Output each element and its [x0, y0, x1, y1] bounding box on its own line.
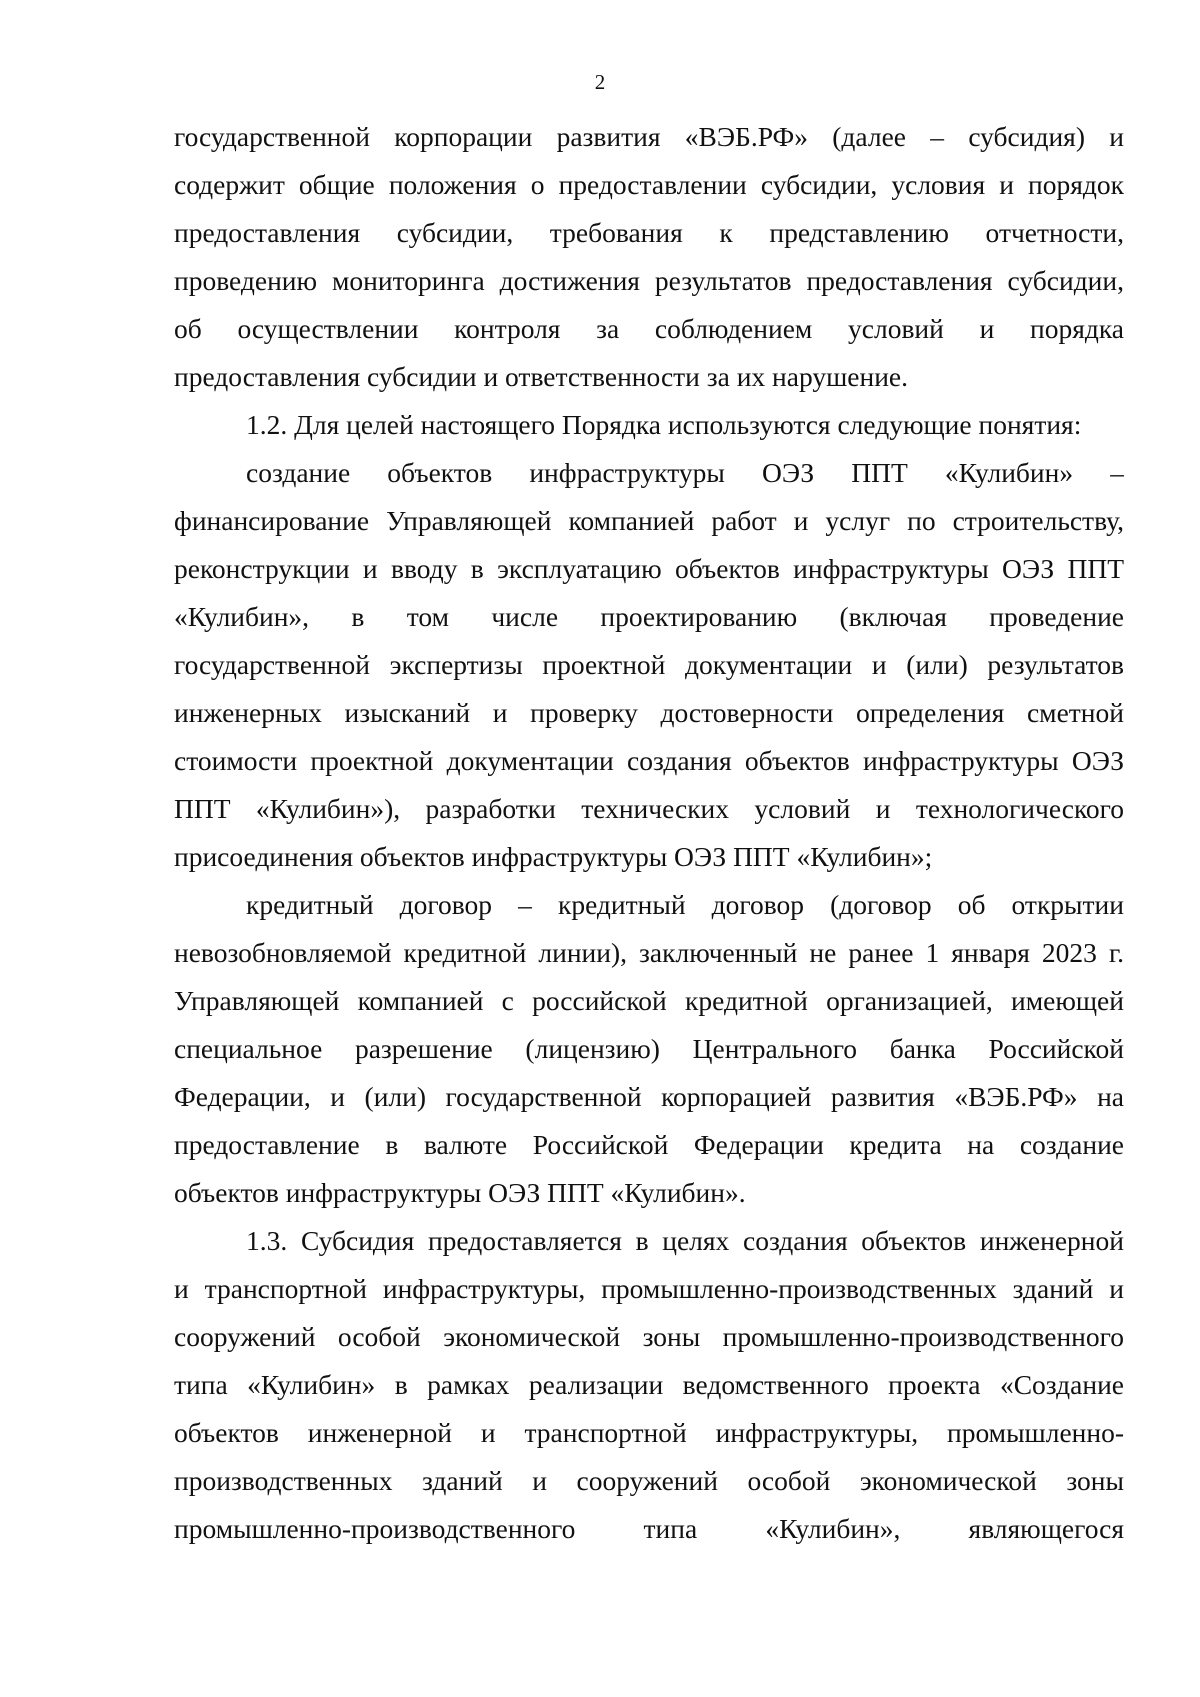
text-line: производственных зданий и сооружений особой экономической зоны [174, 1465, 1124, 1496]
text-line: «Кулибин», в том числе проектированию (включая проведение [174, 601, 1124, 632]
text-line: предоставления субсидии и ответственности за их нарушение. [174, 361, 909, 392]
text-line: проведению мониторинга достижения результатов предоставления субсидии, [174, 265, 1124, 296]
text-line: об осуществлении контроля за соблюдением условий и порядка [174, 313, 1124, 344]
text-line: создание объектов инфраструктуры ОЭЗ ППТ «Кулибин» – [246, 457, 1124, 488]
text-line: предоставление в валюте Российской Федерации кредита на создание [174, 1129, 1124, 1160]
text-line: финансирование Управляющей компанией работ и услуг по строительству, [174, 505, 1124, 536]
text-line: стоимости проектной документации создания объектов инфраструктуры ОЭЗ [174, 745, 1124, 776]
text-line: ППТ «Кулибин»), разработки технических условий и технологического [174, 793, 1124, 824]
text-line: присоединения объектов инфраструктуры ОЭЗ ППТ «Кулибин»; [174, 841, 933, 872]
text-line: объектов инфраструктуры ОЭЗ ППТ «Кулибин». [174, 1177, 746, 1208]
text-line: содержит общие положения о предоставлении субсидии, условия и порядок [174, 169, 1124, 200]
text-line: Федерации, и (или) государственной корпорацией развития «ВЭБ.РФ» на [174, 1081, 1124, 1112]
text-line: специальное разрешение (лицензию) Центрального банка Российской [174, 1033, 1124, 1064]
text-line: кредитный договор – кредитный договор (договор об открытии [246, 889, 1124, 920]
text-line: сооружений особой экономической зоны промышленно-производственного [174, 1321, 1124, 1352]
text-line: промышленно-производственного типа «Кулибин», являющегося [174, 1513, 1124, 1544]
text-line: реконструкции и вводу в эксплуатацию объектов инфраструктуры ОЭЗ ППТ [174, 553, 1124, 584]
text-line: 1.2. Для целей настоящего Порядка используются следующие понятия: [246, 409, 1082, 440]
text-line: типа «Кулибин» в рамках реализации ведомственного проекта «Создание [174, 1369, 1124, 1400]
page-number: 2 [594, 70, 606, 94]
text-line: государственной экспертизы проектной документации и (или) результатов [174, 649, 1124, 680]
text-line: объектов инженерной и транспортной инфраструктуры, промышленно- [174, 1417, 1124, 1448]
text-line: государственной корпорации развития «ВЭБ.РФ» (далее – субсидия) и [174, 121, 1124, 152]
text-line: предоставления субсидии, требования к представлению отчетности, [174, 217, 1124, 248]
text-line: и транспортной инфраструктуры, промышленно-производственных зданий и [174, 1273, 1124, 1304]
text-line: Управляющей компанией с российской кредитной организацией, имеющей [174, 985, 1124, 1016]
document-body [174, 113, 1124, 1553]
text-line: 1.3. Субсидия предоставляется в целях создания объектов инженерной [246, 1225, 1124, 1256]
text-line: невозобновляемой кредитной линии), заключенный не ранее 1 января 2023 г. [174, 937, 1124, 968]
text-line: инженерных изысканий и проверку достоверности определения сметной [174, 697, 1124, 728]
